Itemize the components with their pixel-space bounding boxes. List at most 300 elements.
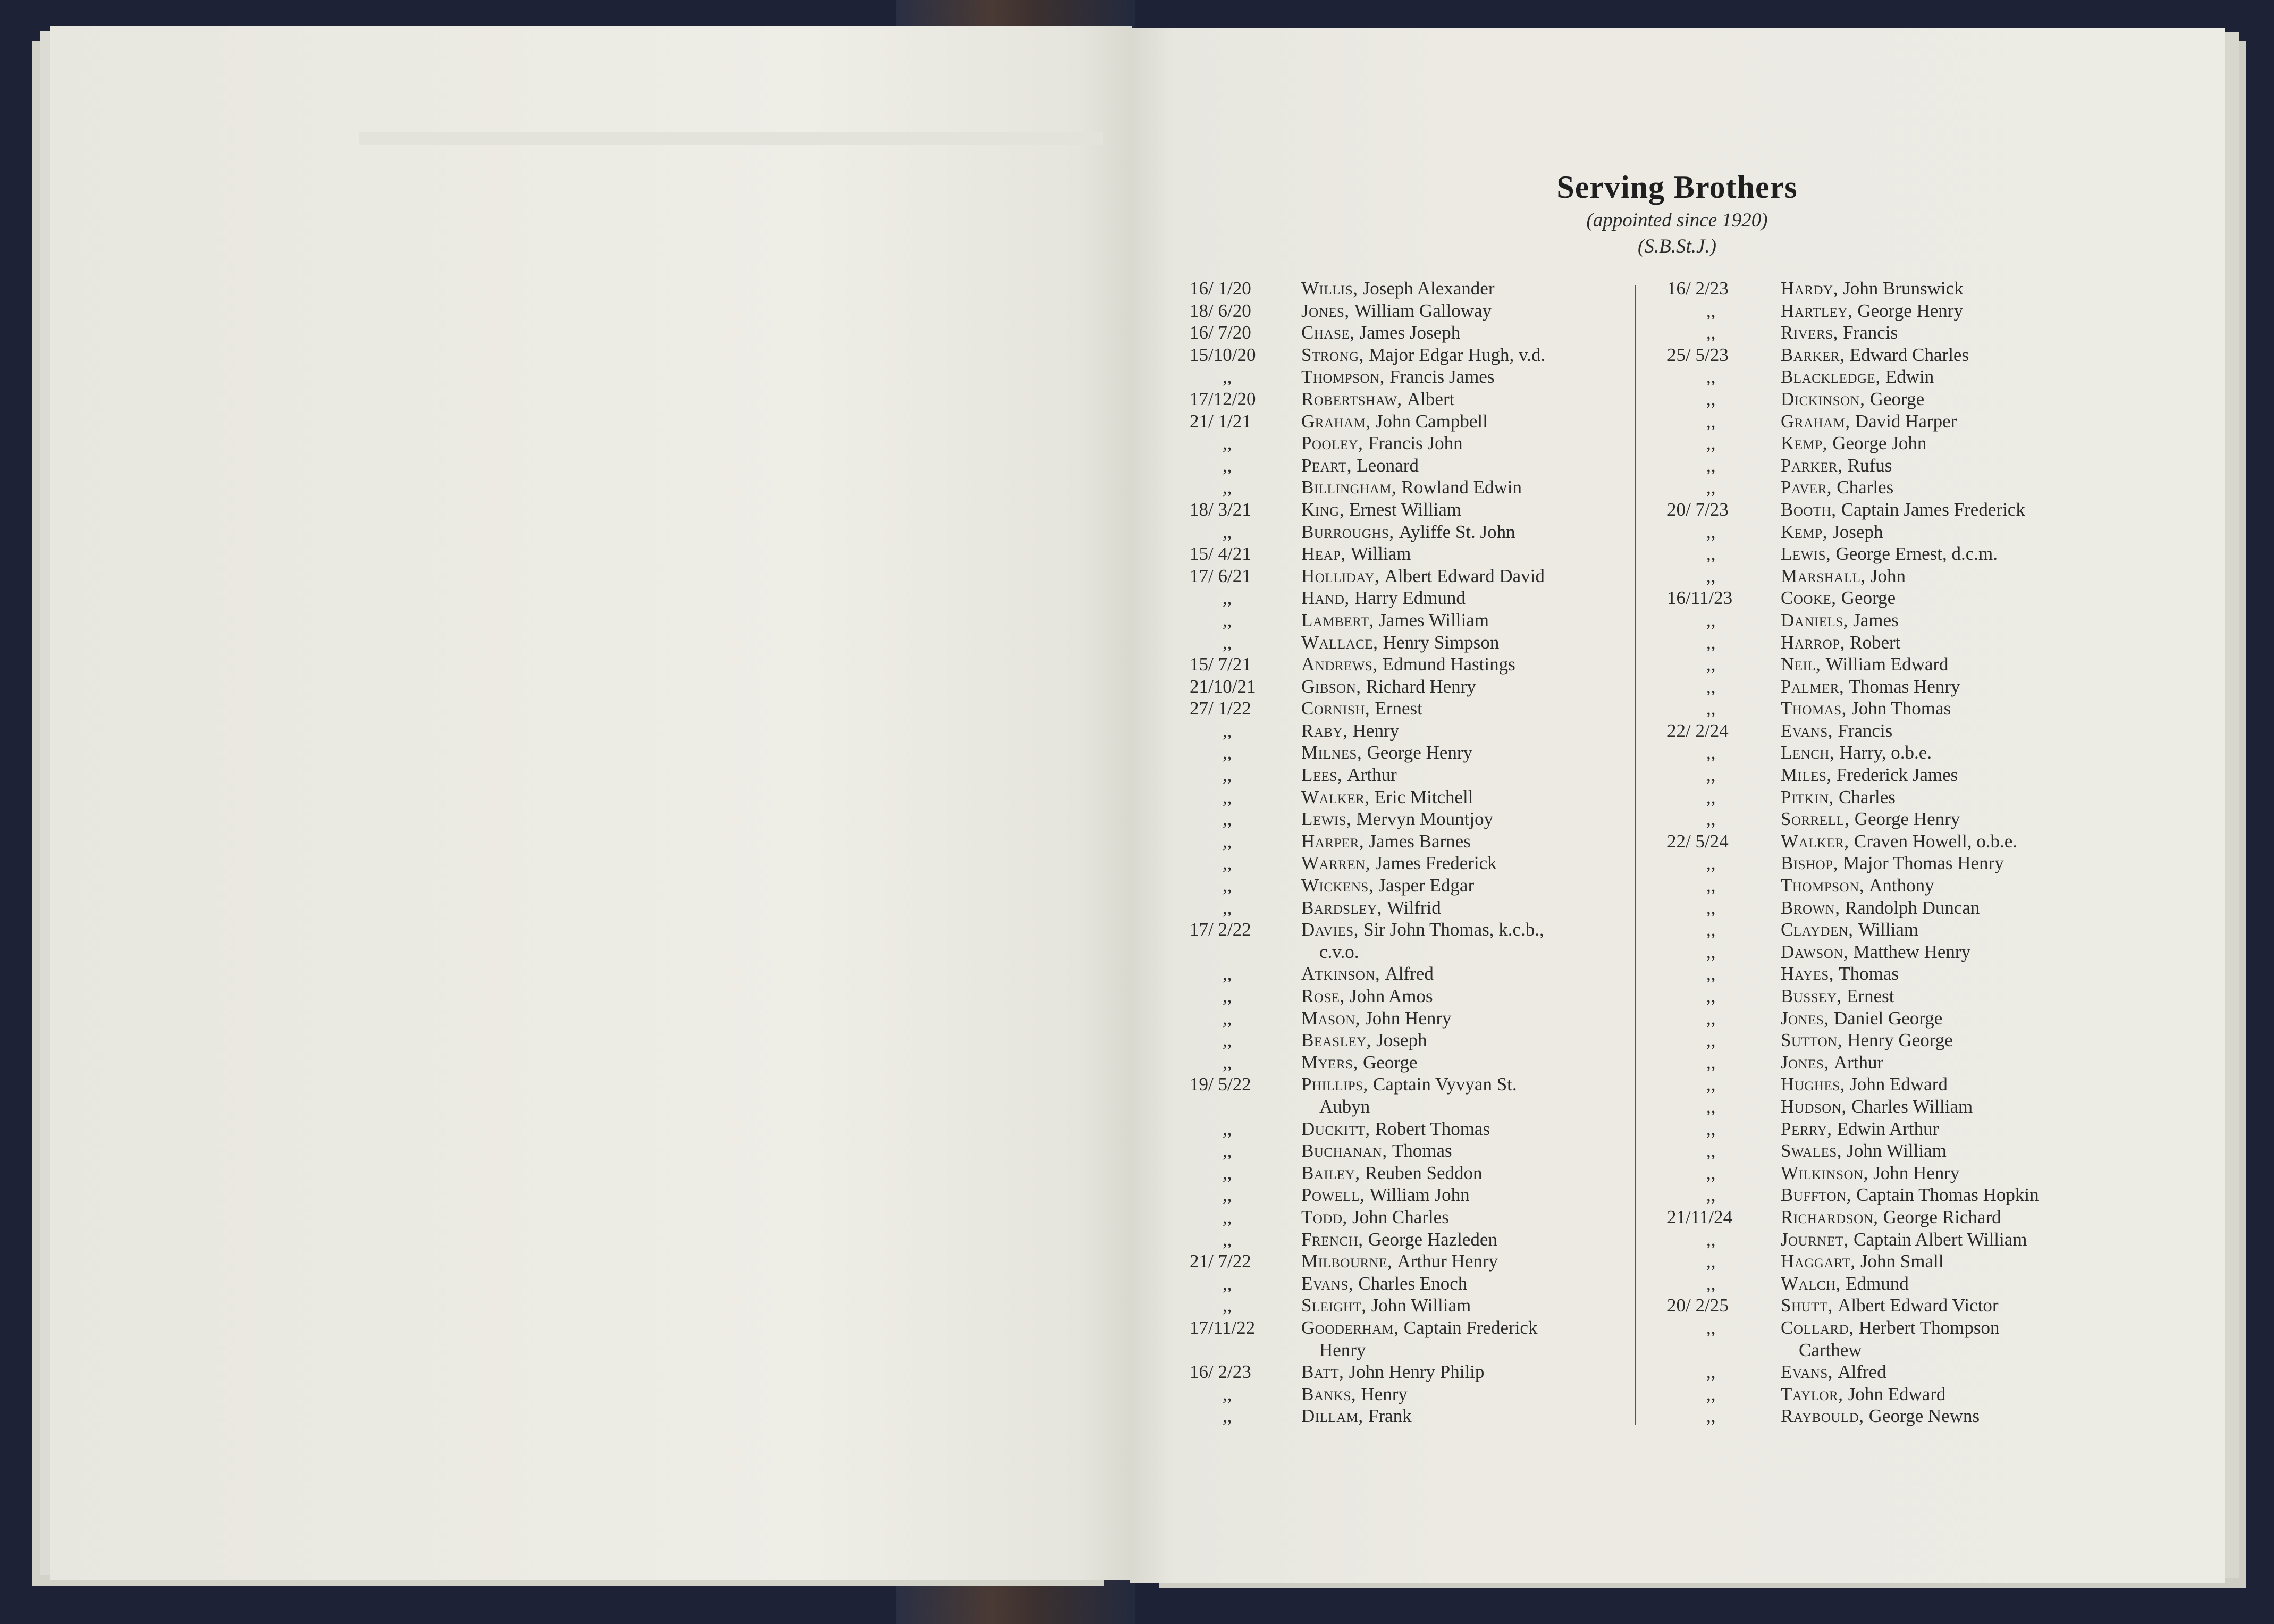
entry-surname: Hartley, [1781,300,1853,321]
entry-name [1301,521,1515,543]
entry-surname: Batt, [1301,1361,1344,1383]
entry-name [1781,653,1949,676]
entry-name [1301,1007,1452,1030]
entry-surname: Evans, [1781,1361,1833,1383]
entry-surname: Mason, [1301,1007,1360,1029]
entry-given-name: Robert Thomas [1375,1118,1490,1139]
entry-date: ,, [1706,1184,1716,1206]
entry-surname: Thompson, [1781,875,1864,896]
entry-name [1781,543,1998,565]
entry-date: 16/ 2/23 [1667,278,1729,299]
entry-name [1301,764,1397,786]
entry-date: 21/10/21 [1190,676,1256,697]
entry-given-name: George Richard [1883,1206,2001,1227]
entry-surname: Kemp, [1781,433,1827,454]
entry-surname: Duckitt, [1301,1118,1370,1139]
entry-date: 16/ 1/20 [1190,278,1251,299]
entry-date: 16/ 2/23 [1190,1361,1251,1383]
entry-name [1301,1405,1412,1427]
entry-date: ,, [1706,455,1716,476]
entry-given-name: David Harper [1855,410,1957,432]
entry-given-name: James Joseph [1359,322,1461,343]
entry-date: ,, [1223,875,1232,896]
entry-date: 16/ 7/20 [1190,322,1251,343]
entry-name [1301,897,1441,919]
entry-given-name: Edmund Hastings [1382,654,1515,675]
entry-name [1781,1162,1959,1184]
entry-given-name: Mervyn Mountjoy [1356,809,1494,830]
entry-date: ,, [1706,1051,1716,1073]
entry-given-name: John Henry [1365,1007,1452,1029]
entry-date: ,, [1706,742,1716,763]
entry-name [1781,963,1899,985]
entry-name [1781,1250,1943,1273]
entry-surname: Richardson, [1781,1206,1879,1227]
entry-surname: Brown, [1781,897,1840,918]
entry-name [1781,764,1958,786]
entry-date: ,, [1223,609,1232,630]
entry-name [1781,874,1934,897]
entry-given-name: John Henry Philip [1349,1361,1485,1383]
entry-date: ,, [1706,676,1716,697]
entry-name [1301,344,1545,366]
entry-surname: Davies, [1301,919,1359,940]
entry-name [1781,388,1924,410]
entry-given-name: George John [1832,433,1927,454]
entry-surname: Hayes, [1781,963,1834,985]
entry-given-name: Alfred [1385,963,1434,985]
entry-name [1781,432,1926,455]
entry-given-name: Edmund [1846,1273,1909,1294]
entry-date: ,, [1223,1206,1232,1227]
entry-date: 27/ 1/22 [1190,698,1251,719]
entry-name [1781,277,1964,300]
entry-surname: Sleight, [1301,1295,1367,1316]
entry-name [1781,985,1894,1007]
entry-date: 21/ 1/21 [1190,410,1251,432]
entry-given-name: Jasper Edgar [1378,875,1475,896]
entry-name [1781,1294,1999,1317]
entry-name [1781,521,1883,543]
entry-date: ,, [1706,521,1716,542]
entry-name [1781,344,1969,366]
entry-date: ,, [1706,1228,1716,1250]
entry-name [1301,830,1471,853]
entry-surname: Myers, [1301,1051,1358,1073]
entry-date: 22/ 2/24 [1667,720,1729,741]
entry-given-name: Joseph Alexander [1362,278,1495,299]
entry-surname: Lewis, [1781,543,1831,565]
entry-date: ,, [1706,1007,1716,1029]
entry-name [1301,919,1544,963]
entry-date: ,, [1223,963,1232,985]
entry-date: 17/ 2/22 [1190,919,1251,940]
entry-surname: Thompson, [1301,366,1385,388]
entry-given-name: Francis James [1389,366,1495,388]
entry-given-name: Thomas [1392,1140,1452,1162]
entry-surname: Pitkin, [1781,786,1834,807]
entry-date: ,, [1223,455,1232,476]
entry-name [1301,476,1522,499]
entry-surname: Bardsley, [1301,897,1382,918]
entry-name [1301,609,1489,632]
entry-date: ,, [1223,720,1232,741]
entry-given-name: Craven Howell, o.b.e. [1854,830,2018,852]
entry-given-name: Henry [1361,1383,1408,1404]
entry-given-name: Randolph Duncan [1845,897,1980,918]
entry-given-name: Joseph [1832,521,1883,542]
entry-given-name: John William [1371,1295,1471,1316]
entry-surname: Evans, [1301,1273,1353,1294]
entry-given-name: William John [1369,1184,1470,1206]
entry-given-name: Reuben Seddon [1365,1162,1483,1183]
entry-surname: Phillips, [1301,1074,1368,1095]
entry-name [1781,300,1963,322]
entry-name [1301,587,1466,609]
entry-date: 16/11/23 [1667,587,1733,609]
entry-given-name: John Edward [1850,1074,1948,1095]
show-through-text [359,132,1103,145]
entry-surname: Buchanan, [1301,1140,1387,1162]
entry-given-name: Robert [1850,632,1901,653]
entry-surname: Warren, [1301,853,1371,874]
entry-date: 18/ 6/20 [1190,300,1251,321]
entry-date: ,, [1223,1030,1232,1051]
entry-date: ,, [1706,1162,1716,1183]
entry-date: ,, [1223,742,1232,763]
entry-surname: Bailey, [1301,1162,1360,1183]
entry-given-name: John Amos [1350,986,1433,1006]
entry-surname: Rose, [1301,986,1345,1006]
entry-given-name: Alfred [1838,1361,1886,1383]
entry-name [1301,985,1433,1007]
entry-date: ,, [1706,410,1716,432]
entry-name [1301,1273,1467,1295]
entry-name [1781,1206,2001,1228]
entry-given-name: Rowland Edwin [1401,477,1522,498]
entry-surname: Banks, [1301,1383,1357,1404]
entry-given-name: Charles [1837,477,1894,498]
entry-date: ,, [1223,809,1232,830]
entry-name [1301,300,1492,322]
entry-name [1781,1140,1947,1162]
entry-given-name: Captain Albert William [1854,1228,2027,1250]
entry-given-name: George [1363,1051,1418,1073]
entry-given-name: Captain Thomas Hopkin [1856,1184,2039,1206]
entry-surname: Hand, [1301,587,1350,609]
entry-surname: Cornish, [1301,698,1370,719]
entry-name [1301,1250,1498,1273]
entry-surname: Clayden, [1781,919,1854,940]
entry-surname: Perry, [1781,1118,1832,1139]
page-subtitle-abbrev: (S.B.St.J.) [1638,235,1716,257]
entry-name [1781,632,1900,654]
entry-name [1781,499,2025,521]
entry-date: 19/ 5/22 [1190,1074,1251,1095]
entry-name [1301,1029,1427,1051]
entry-date: ,, [1223,1007,1232,1029]
entry-name [1781,1096,1973,1118]
entry-date: ,, [1706,897,1716,918]
entry-surname: Hardy, [1781,278,1838,299]
entry-date: ,, [1706,786,1716,807]
entry-name [1301,1294,1471,1317]
entry-name [1301,808,1493,830]
entry-surname: Gooderham, [1301,1317,1399,1338]
entry-date: ,, [1706,322,1716,343]
entry-given-name: Eric Mitchell [1374,786,1473,807]
entry-date: ,, [1223,1184,1232,1206]
entry-surname: Buffton, [1781,1184,1851,1206]
entry-date: ,, [1706,1383,1716,1404]
entry-date: ,, [1223,1140,1232,1162]
entry-name [1301,543,1411,565]
entry-surname: Dawson, [1781,941,1849,962]
entry-surname: Robertshaw, [1301,388,1402,409]
entry-name [1781,587,1896,609]
entry-date: ,, [1223,1273,1232,1294]
entry-date: ,, [1706,543,1716,565]
entry-given-name: Anthony [1869,875,1934,896]
entry-given-name: Ernest [1375,698,1422,719]
entry-surname: Milbourne, [1301,1251,1393,1272]
entry-date: ,, [1223,1228,1232,1250]
entry-given-name: William [1858,919,1919,940]
entry-surname: Sutton, [1781,1030,1842,1051]
entry-given-name: Henry Simpson [1383,632,1500,653]
entry-continuation: Henry [1319,1339,1366,1360]
entry-surname: Wilkinson, [1781,1162,1868,1183]
entry-surname: Cooke, [1781,587,1837,609]
entry-name [1781,1118,1939,1140]
entry-name [1781,609,1899,632]
entry-date: ,, [1706,654,1716,675]
entry-surname: Kemp, [1781,521,1827,542]
entry-surname: Wickens, [1301,875,1374,896]
entry-name [1781,1007,1942,1030]
entry-date: 15/10/20 [1190,344,1256,365]
entry-surname: Milnes, [1301,742,1362,763]
entry-given-name: John Edward [1848,1383,1946,1404]
entry-surname: Paver, [1781,477,1832,498]
entry-date: ,, [1223,521,1232,542]
entry-surname: Parker, [1781,455,1843,476]
entry-given-name: Herbert Thompson [1858,1317,2000,1338]
entry-name [1301,1140,1452,1162]
entry-name [1781,1405,1980,1427]
entry-name [1301,720,1399,742]
column-divider [1635,285,1636,1425]
entry-surname: Neil, [1781,654,1821,675]
entry-given-name: Major Thomas Henry [1843,853,2004,874]
entry-surname: Lench, [1781,742,1835,763]
entry-surname: Raybould, [1781,1406,1864,1427]
entry-continuation: Carthew [1799,1339,1862,1360]
entry-surname: Journet, [1781,1228,1849,1250]
entry-surname: Walker, [1301,786,1370,807]
entry-surname: Lambert, [1301,609,1374,630]
entry-name [1781,852,2004,874]
left-page [50,26,1132,1580]
entry-given-name: James Frederick [1375,853,1497,874]
entry-given-name: George [1841,587,1896,609]
entry-date: ,, [1223,1383,1232,1404]
entry-date: ,, [1223,477,1232,498]
entry-date: ,, [1223,1051,1232,1073]
entry-name [1781,1383,1945,1406]
entry-given-name: Richard Henry [1366,676,1476,697]
entry-date: ,, [1706,632,1716,653]
entry-given-name: George Ernest, d.c.m. [1835,543,1998,565]
entry-date: ,, [1706,1140,1716,1162]
entry-name [1781,697,1951,720]
entry-given-name: William [1351,543,1411,565]
entry-surname: Hughes, [1781,1074,1845,1095]
entry-given-name: Ernest [1847,986,1894,1006]
entry-surname: Booth, [1781,499,1837,520]
entry-date: 21/11/24 [1667,1206,1733,1227]
entry-given-name: Captain Frederick [1403,1317,1538,1338]
entry-given-name: Arthur [1833,1051,1884,1073]
entry-surname: Holliday, [1301,565,1380,586]
entry-surname: Powell, [1301,1184,1365,1206]
entry-date: ,, [1706,1251,1716,1272]
entry-given-name: Francis [1843,322,1898,343]
entry-name [1781,366,1934,388]
entry-date: ,, [1706,698,1716,719]
entry-given-name: Edwin Arthur [1837,1118,1939,1139]
entry-surname: Graham, [1781,410,1850,432]
entry-name [1301,322,1460,344]
entry-given-name: Edwin [1885,366,1934,388]
entry-continuation: Aubyn [1319,1096,1370,1117]
entry-date: 20/ 7/23 [1667,499,1729,520]
entry-surname: Collard, [1781,1317,1854,1338]
entry-surname: Bussey, [1781,986,1842,1006]
entry-surname: Sorrell, [1781,809,1850,830]
entry-name [1781,897,1980,919]
entry-surname: Willis, [1301,278,1358,299]
entry-date: ,, [1223,897,1232,918]
entry-name [1301,1206,1449,1228]
entry-surname: Andrews, [1301,654,1378,675]
entry-surname: Pooley, [1301,433,1363,454]
entry-given-name: Matthew Henry [1853,941,1971,962]
entry-date: ,, [1223,366,1232,388]
entry-date: ,, [1223,1162,1232,1183]
entry-name [1781,1029,1953,1051]
entry-name [1301,697,1422,720]
entry-surname: Graham, [1301,410,1371,432]
entry-name [1301,963,1434,985]
entry-surname: Swales, [1781,1140,1842,1162]
entry-name [1301,742,1472,764]
entry-continuation: c.v.o. [1319,941,1359,962]
entry-date: 21/ 7/22 [1190,1251,1251,1272]
page-title: Serving Brothers [1556,170,1798,205]
entry-surname: Jones, [1781,1007,1829,1029]
entry-given-name: William Edward [1825,654,1949,675]
entry-date: ,, [1706,477,1716,498]
entry-given-name: Albert [1406,388,1455,409]
entry-date: ,, [1223,433,1232,454]
entry-given-name: John Henry [1873,1162,1960,1183]
entry-date: ,, [1706,366,1716,388]
entry-date: ,, [1706,919,1716,940]
entry-surname: Evans, [1781,720,1833,741]
entry-surname: Taylor, [1781,1383,1843,1404]
entry-given-name: Henry George [1847,1030,1953,1051]
entry-surname: Burroughs, [1301,521,1394,542]
entry-surname: Shutt, [1781,1295,1833,1316]
entry-name [1301,653,1515,676]
entry-given-name: Rufus [1847,455,1892,476]
entry-surname: Harper, [1301,830,1365,852]
entry-date: ,, [1706,433,1716,454]
entry-given-name: George Henry [1857,300,1963,321]
entry-surname: Gibson, [1301,676,1361,697]
entry-surname: Todd, [1301,1206,1347,1227]
entry-given-name: William Galloway [1354,300,1492,321]
entry-given-name: Wilfrid [1387,897,1441,918]
entry-date: ,, [1706,1030,1716,1051]
entry-given-name: John Thomas [1851,698,1951,719]
entry-name [1301,410,1488,433]
entry-given-name: Harry Edmund [1354,587,1466,609]
entry-given-name: James Barnes [1369,830,1471,852]
entry-date: ,, [1706,986,1716,1006]
entry-date: ,, [1706,875,1716,896]
entry-name [1781,565,1906,587]
entry-surname: Atkinson, [1301,963,1380,985]
entry-given-name: Leonard [1357,455,1419,476]
entry-date: ,, [1706,853,1716,874]
entry-name [1301,277,1495,300]
entry-date: ,, [1706,388,1716,409]
entry-given-name: Frank [1368,1406,1412,1427]
entry-surname: Wallace, [1301,632,1378,653]
entry-given-name: Ayliffe St. John [1399,521,1515,542]
entry-name [1301,852,1497,874]
entry-date: ,, [1706,1273,1716,1294]
entry-name [1301,565,1545,587]
entry-given-name: Daniel George [1833,1007,1943,1029]
entry-given-name: Thomas [1839,963,1899,985]
entry-date: ,, [1706,1317,1716,1338]
entry-given-name: Edward Charles [1849,344,1969,365]
entry-name [1301,1228,1497,1251]
entry-date: 17/ 6/21 [1190,565,1251,586]
entry-date: ,, [1223,786,1232,807]
entry-surname: Miles, [1781,764,1832,786]
entry-name [1781,1273,1909,1295]
entry-name [1781,322,1898,344]
entry-name [1781,1073,1948,1096]
entry-surname: Beasley, [1301,1030,1371,1051]
entry-date: 22/ 5/24 [1667,830,1729,852]
entry-given-name: George Henry [1854,809,1960,830]
entry-given-name: Joseph [1376,1030,1427,1051]
entry-name [1301,1361,1484,1383]
entry-name [1781,476,1893,499]
entry-name [1781,941,1970,963]
entry-surname: Blackledge, [1781,366,1881,388]
entry-date: ,, [1223,587,1232,609]
entry-date: 15/ 4/21 [1190,543,1251,565]
entry-given-name: John William [1847,1140,1947,1162]
entry-name [1781,1184,2039,1206]
entry-surname: Chase, [1301,322,1355,343]
